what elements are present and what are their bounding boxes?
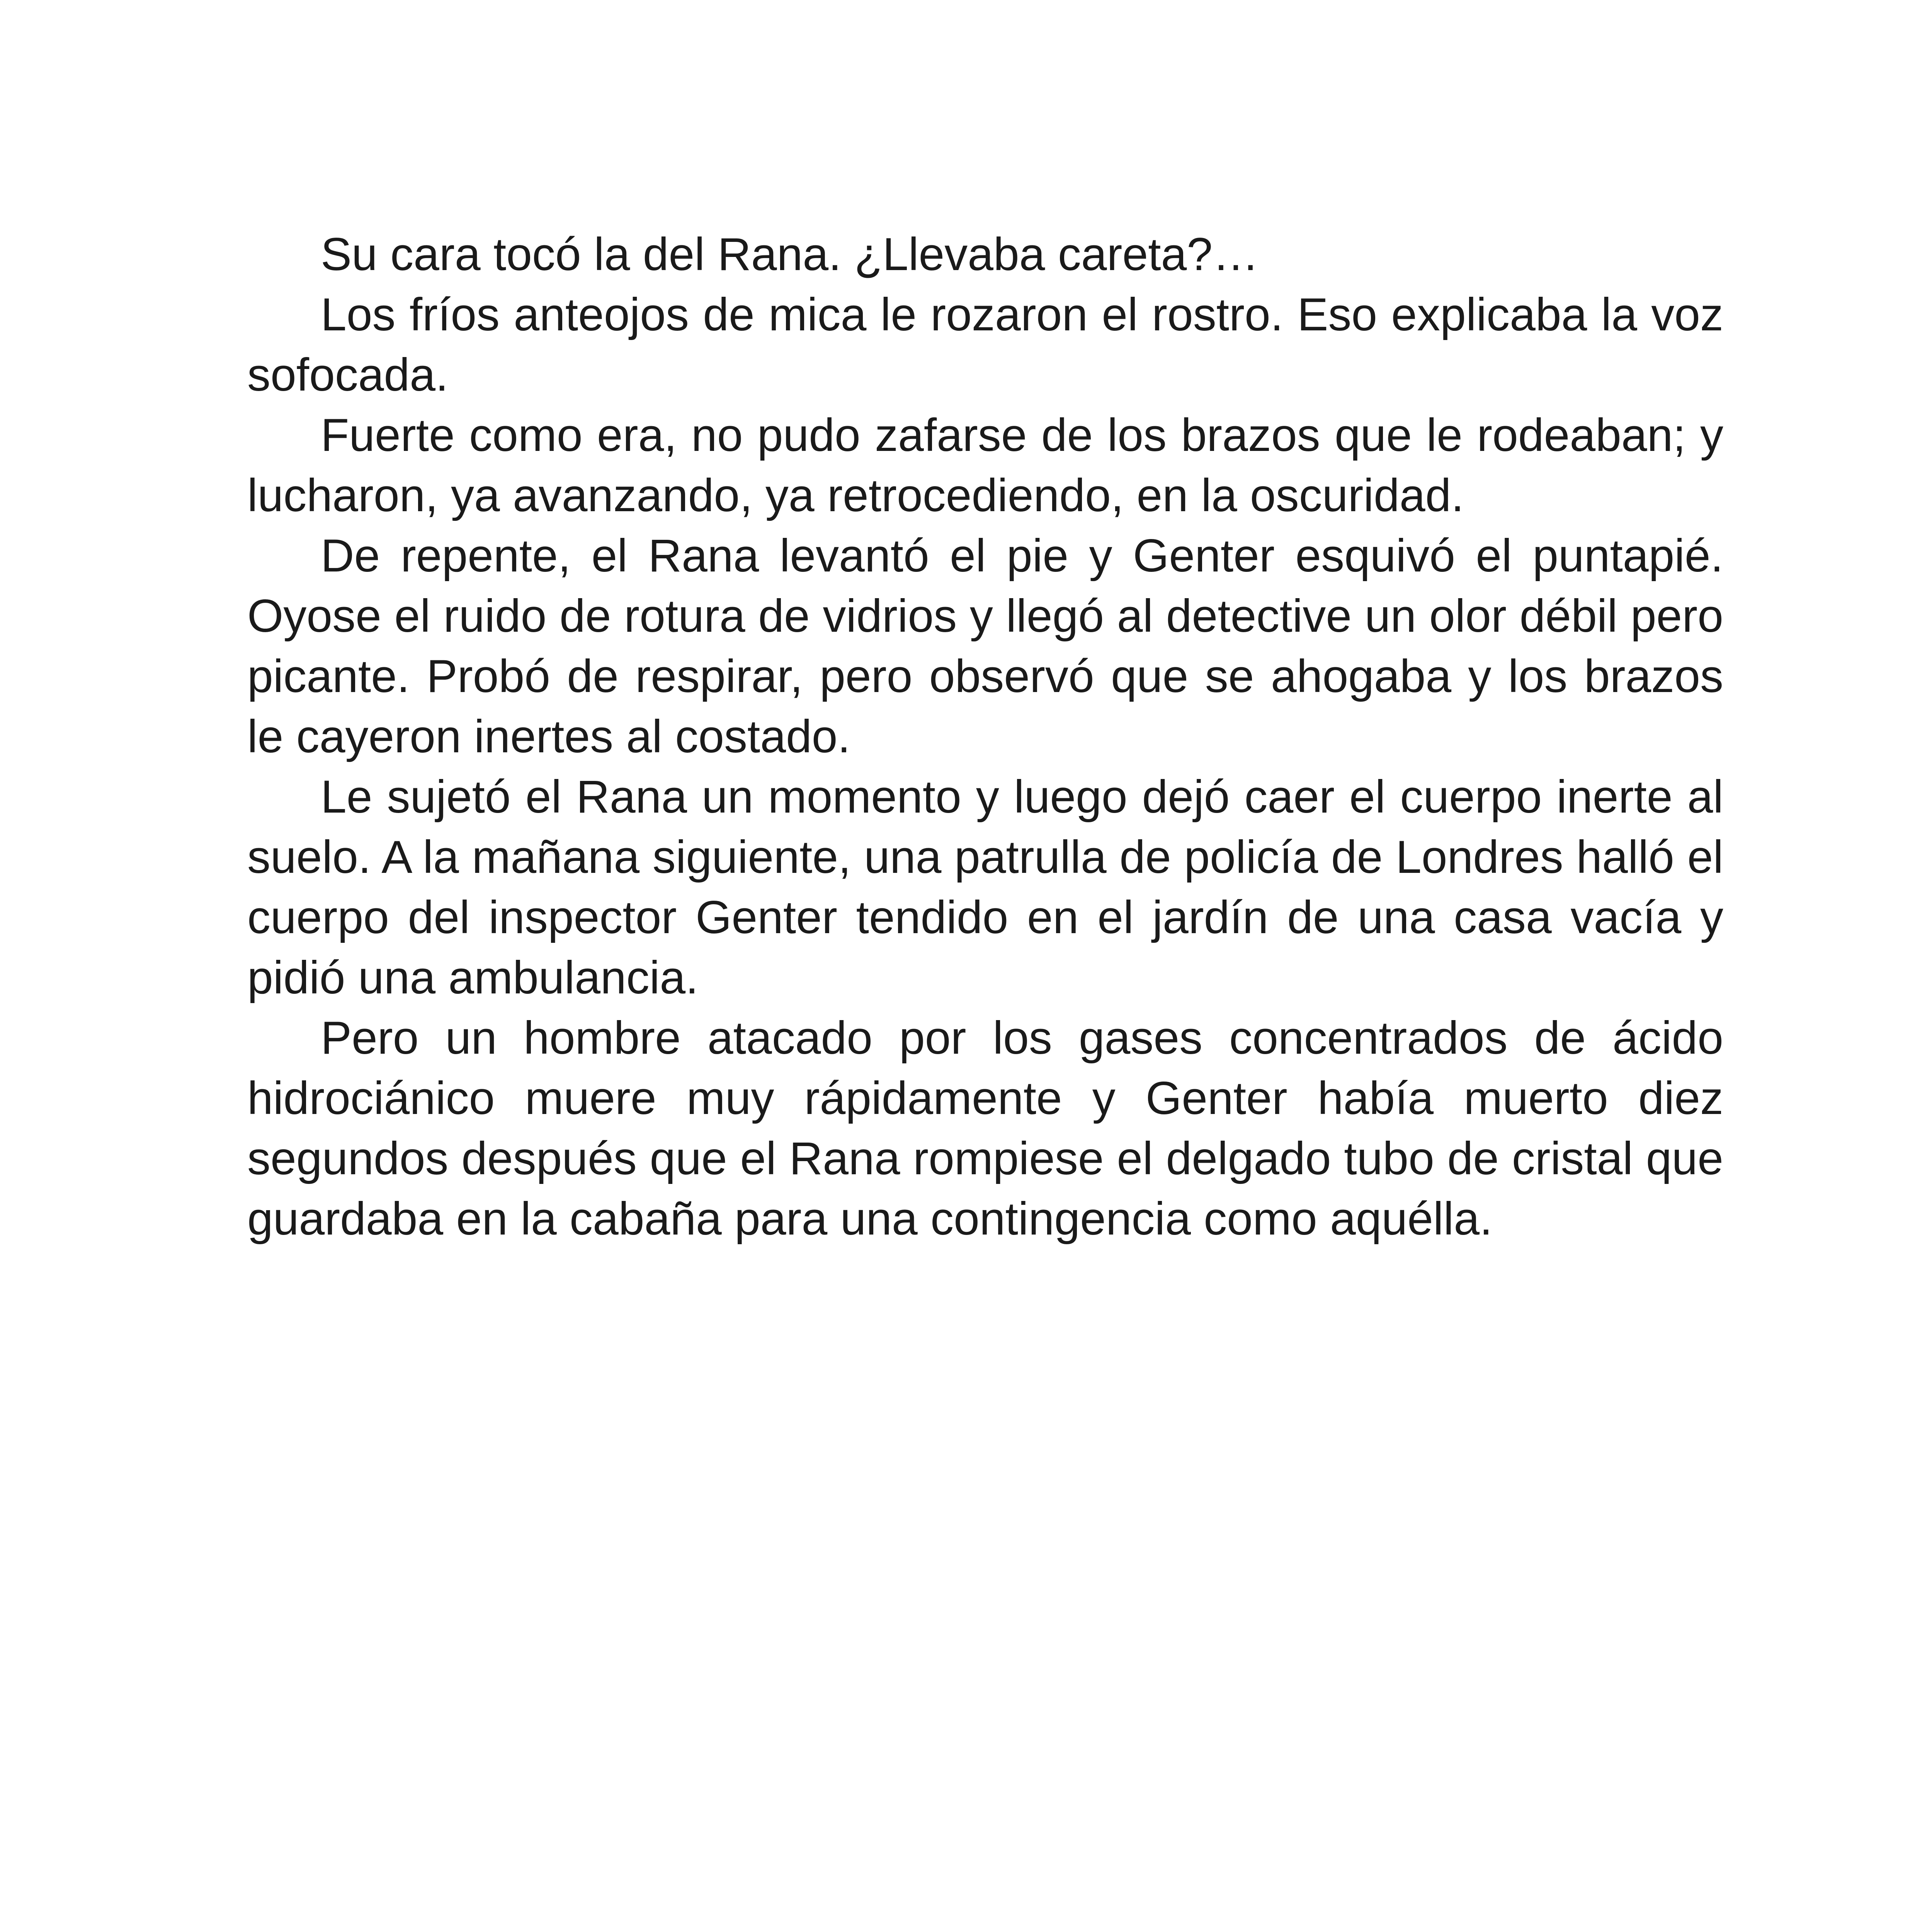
paragraph-3: Fuerte como era, no pudo zafarse de los brazos que le rodeaban; y lucharon, ya avanzando, ya retrocediendo, en la oscuridad. [247, 409, 1723, 521]
paragraph-6: Pero un hombre atacado por los gases concentrados de ácido hidrociánico muere muy rápidamente y Genter había muerto diez segundos después que el Rana rompiese el delgado tubo de cristal que guardaba en la cabaña para una contingencia como aquélla. [247, 1012, 1723, 1245]
paragraph-4: De repente, el Rana levantó el pie y Genter esquivó el puntapié. Oyose el ruido de rotura de vidrios y llegó al detective un olor débil pero picante. Probó de respirar, pero observó que se ahogaba y los brazos le cayeron inertes al costado. [247, 530, 1723, 762]
paragraph-5: Le sujetó el Rana un momento y luego dejó caer el cuerpo inerte al suelo. A la mañana siguiente, una patrulla de policía de Londres halló el cuerpo del inspector Genter tendido en el jardín de una casa vacía y pidió una ambulancia. [247, 771, 1723, 1003]
paragraph-2: Los fríos anteojos de mica le rozaron el rostro. Eso explicaba la voz sofocada. [247, 289, 1723, 401]
body-text [247, 224, 1723, 1249]
paragraph-1: Su cara tocó la del Rana. ¿Llevaba careta?… [321, 228, 1259, 280]
